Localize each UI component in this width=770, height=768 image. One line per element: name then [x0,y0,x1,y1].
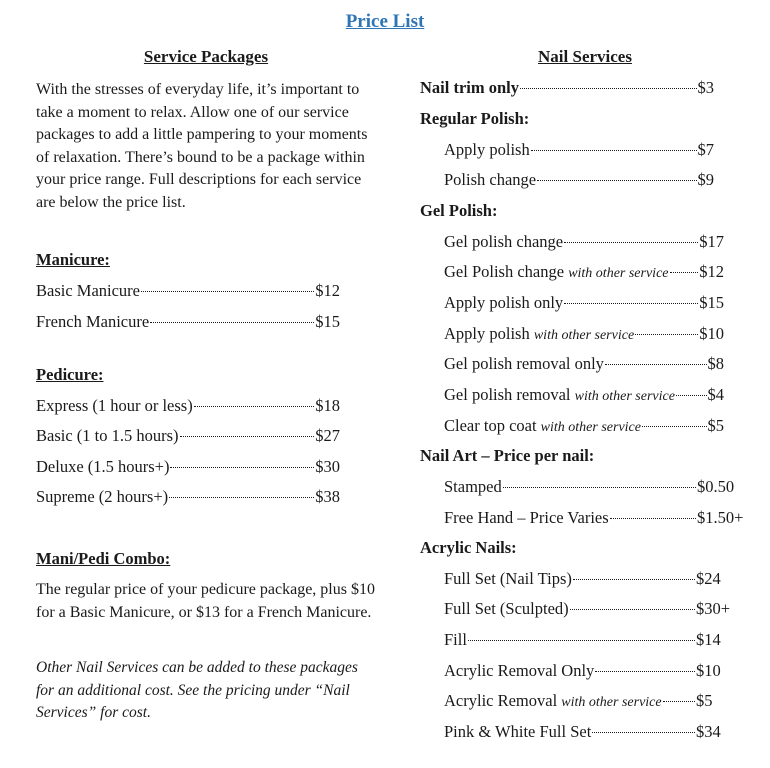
leader-dots [592,732,695,733]
price-row [444,569,734,589]
leader-dots [170,467,314,468]
leader-dots [468,640,695,641]
regular-polish-heading: Regular Polish: [420,109,530,128]
item-label: Acrylic Removal Only [444,661,595,680]
leader-dots [670,272,699,273]
price-row [444,599,734,619]
item-note: with other service [540,420,641,435]
price-row [444,293,724,313]
leader-dots [169,497,314,498]
leader-dots [610,518,696,519]
item-price: $3 [697,78,714,97]
price-row [444,385,724,405]
leader-dots [635,334,698,335]
item-price: $10 [696,661,721,680]
item-label: Clear top coat with other service [444,416,641,435]
item-price: $10 [699,324,724,343]
leader-dots [573,579,695,580]
leader-dots [663,701,695,702]
item-price: $24 [696,569,721,588]
price-row [444,416,724,436]
item-price: $1.50+ [697,508,744,527]
item-label: Gel polish change [444,232,564,251]
item-label: Deluxe (1.5 hours+) [36,457,170,476]
intro-paragraph: With the stresses of everyday life, it’s important to take a moment to relax. Allow one of our service packages to add a little pampering to your moments of relaxation. There’s bound to be a package within your price range. Full descriptions for each service are below the price list. [36,81,368,211]
item-label: Acrylic Removal with other service [444,691,662,710]
item-label: Apply polish with other service [444,324,635,343]
item-label: Full Set (Sculpted) [444,599,569,618]
leader-dots [503,487,696,488]
leader-dots [531,150,697,151]
price-row [444,354,724,374]
combo-paragraph: The regular price of your pedicure package, plus $10 for a Basic Manicure, or $13 for a French Manicure. [36,581,375,621]
item-note: with other service [533,328,635,343]
leader-dots [595,671,695,672]
price-row [444,324,724,344]
combo-note: Other Nail Services can be added to these packages for an additional cost. See the pricing under “Nail Services” for cost. [36,659,358,722]
item-price: $12 [315,281,340,300]
item-note: with other service [568,266,669,281]
leader-dots [141,291,314,292]
price-row [36,487,340,507]
acrylic-heading: Acrylic Nails: [420,538,517,557]
item-label: Pink & White Full Set [444,722,592,741]
price-row [36,426,340,446]
nail-art-heading: Nail Art – Price per nail: [420,446,595,465]
price-row [444,661,734,681]
item-label: Nail trim only [420,78,519,97]
leader-dots [564,303,698,304]
leader-dots [150,322,314,323]
item-label: Apply polish [444,140,530,159]
item-price: $18 [315,396,340,415]
pedicure-heading: Pedicure: [36,365,104,384]
item-price: $8 [707,354,724,373]
item-label: Gel polish removal only [444,354,604,373]
price-row [420,78,714,98]
item-price: $15 [699,293,724,312]
nail-services-heading: Nail Services [538,47,632,66]
price-row [36,457,340,477]
price-row [444,630,734,650]
item-note: with other service [561,695,662,710]
item-label: Express (1 hour or less) [36,396,193,415]
leader-dots [194,406,315,407]
item-label: Apply polish only [444,293,564,312]
item-price: $15 [315,312,340,331]
item-price: $38 [315,487,340,506]
item-price: $9 [697,170,714,189]
item-label: Gel polish removal with other service [444,385,675,404]
item-price: $0.50 [697,477,735,496]
leader-dots [642,426,707,427]
page-title: Price List [345,11,425,32]
item-label: Stamped [444,477,502,496]
price-row [444,262,724,282]
item-label: Supreme (2 hours+) [36,487,169,506]
item-price: $30+ [696,599,731,618]
item-price: $14 [696,630,721,649]
price-row [36,312,340,332]
leader-dots [564,242,698,243]
service-packages-heading: Service Packages [143,47,269,66]
item-price: $17 [699,232,724,251]
item-price: $4 [707,385,724,404]
leader-dots [676,395,707,396]
item-label: Free Hand – Price Varies [444,508,609,527]
item-price: $27 [315,426,340,445]
price-row [444,722,734,742]
price-row [444,691,734,711]
item-label: Full Set (Nail Tips) [444,569,572,588]
item-price: $12 [699,262,724,281]
manicure-heading: Manicure: [36,250,110,269]
leader-dots [537,180,696,181]
leader-dots [570,609,695,610]
item-label: Polish change [444,170,537,189]
price-row [444,232,724,252]
item-price: $34 [696,722,721,741]
item-note: with other service [574,389,675,404]
item-price: $30 [315,457,340,476]
item-label: French Manicure [36,312,150,331]
leader-dots [605,364,707,365]
price-row [444,477,749,497]
leader-dots [180,436,315,437]
gel-polish-heading: Gel Polish: [420,201,498,220]
item-price: $5 [707,416,724,435]
item-price: $7 [697,140,714,159]
item-label: Gel Polish change with other service [444,262,669,281]
price-row [444,508,749,528]
leader-dots [520,88,697,89]
item-label: Basic (1 to 1.5 hours) [36,426,179,445]
price-row [36,281,340,301]
price-row [444,140,714,160]
price-row [36,396,340,416]
item-price: $5 [696,691,713,710]
price-row [444,170,714,190]
item-label: Basic Manicure [36,281,141,300]
item-label: Fill [444,630,467,649]
combo-heading: Mani/Pedi Combo: [36,549,171,568]
